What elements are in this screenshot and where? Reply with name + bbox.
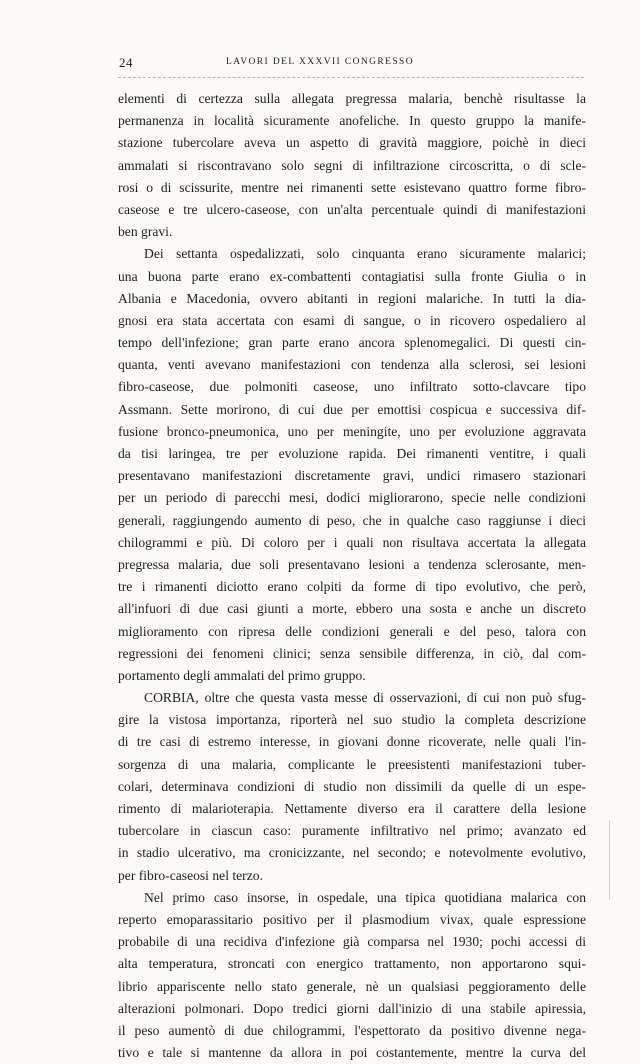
text-line: sorgenza di una malaria, complicante le preesistenti manifestazioni tuber- xyxy=(118,756,586,772)
text-line: per un periodo di parecchi mesi, dodici migliorarono, specie nelle condizioni xyxy=(118,490,586,506)
text-line: fusione bronco-pneumonica, uno per meningite, uno per evoluzione aggravata xyxy=(118,423,586,439)
paragraph-start-line: CORBIA, oltre che questa vasta messe di osservazioni, di cui non può sfug- xyxy=(144,690,586,706)
page-number: 24 xyxy=(119,55,133,70)
running-title: LAVORI DEL XXXVII CONGRESSO xyxy=(226,57,414,67)
text-line: portamento degli ammalati del primo gruppo. xyxy=(118,667,366,683)
text-line: presentavano manifestazioni discretamente gravi, undici rimasero stazionari xyxy=(118,468,586,484)
text-line: regressioni dei fenomeni clinici; senza sensibile differenza, in ciò, dal com- xyxy=(118,645,586,661)
paragraph-start-line: Dei settanta ospedalizzati, solo cinquanta erano sicuramente malarici; xyxy=(144,246,586,262)
text-line: tubercolare in ciascun caso: puramente infiltrativo nel primo; avanzato ed xyxy=(118,823,586,839)
text-line: gire la vistosa importanza, riporterà nel suo studio la completa descrizione xyxy=(118,712,586,728)
text-line: probabile di una recidiva d'infezione già comparsa nel 1930; pochi accessi di xyxy=(118,934,586,950)
text-line: tivo e tale si mantenne da allora in poi costantemente, mentre la curva del xyxy=(118,1045,586,1061)
text-line: fibro-caseose, due polmoniti caseose, uno infiltrato sotto-clavcare tipo xyxy=(118,379,586,395)
text-line: tempo dell'infezione; gran parte erano ancora splenomegalici. Di questi cin- xyxy=(118,335,586,351)
scan-edge-mark xyxy=(609,820,610,900)
text-line: reperto emoparassitario positivo per il plasmodium vivax, quale espressione xyxy=(118,911,586,927)
text-line: alta temperatura, stroncati con energico trattamento, non apportarono squi- xyxy=(118,956,586,972)
text-line: ammalati si riscontravano solo segni di infiltrazione circoscritta, o di scle- xyxy=(118,157,586,173)
text-line: colari, determinava condizioni di studio non dissimili da quelle di un espe- xyxy=(118,778,586,794)
text-line: una buona parte erano ex-combattenti contagiatisi sulla fronte Giulia o in xyxy=(118,268,586,284)
text-line: il peso aumentò di due chilogrammi, l'espettorato da positivo divenne nega- xyxy=(118,1022,586,1038)
text-line: per fibro-caseosi nel terzo. xyxy=(118,867,263,883)
text-line: stazione tubercolare aveva un aspetto di gravità maggiore, poichè in dieci xyxy=(118,135,586,151)
text-line: all'infuori di due casi giunti a morte, ebbero una sosta e anche un discreto xyxy=(118,601,586,617)
text-line: miglioramento con ripresa delle condizioni generali e del peso, talora con xyxy=(118,623,586,639)
text-line: permanenza in località sicuramente anofeliche. In questo gruppo la manife- xyxy=(118,113,586,129)
text-line: di tre casi di estremo interesse, in giovani donne ricoverate, nelle quali l'in- xyxy=(118,734,586,750)
text-line: caseose e tre ulcero-caseose, con un'alta percentuale quindi di manifestazioni xyxy=(118,201,586,217)
text-line: tre i rimanenti diciotto erano colpiti da forme di tipo evolutivo, che però, xyxy=(118,579,586,595)
paragraph-start-line: Nel primo caso insorse, in ospedale, una tipica quotidiana malarica con xyxy=(144,889,586,905)
text-line: in stadio ulcerativo, ma cronicizzante, nel secondo; e notevolmente evolutivo, xyxy=(118,845,586,861)
text-line: librio appariscente nello stato generale, nè un qualsiasi peggioramento delle xyxy=(118,978,586,994)
text-line: rosi o di scissurite, mentre nei rimanenti sette esistevano quattro forme fibro- xyxy=(118,179,586,195)
text-line: pregressa malaria, due soli presentavano lesioni a tendenza sclerosante, men- xyxy=(118,556,586,572)
header-rule xyxy=(118,77,584,78)
text-line: chilogrammi e più. Di coloro per i quali non risultava accertata la allegata xyxy=(118,534,586,550)
text-line: quanta, venti avevano manifestazioni con tendenza alla sclerosi, sei lesioni xyxy=(118,357,586,373)
text-line: alterazioni polmonari. Dopo tredici giorni dall'inizio di una stabile apiressia, xyxy=(118,1000,586,1016)
text-line: gnosi era stata accertata con esami di sangue, o in ricovero ospedaliero al xyxy=(118,312,586,328)
text-line: rimento di malarioterapia. Nettamente diverso era il carattere della lesione xyxy=(118,801,586,816)
text-line: ben gravi. xyxy=(118,224,173,240)
text-line: elementi di certezza sulla allegata pregressa malaria, benchè risultasse la xyxy=(118,91,586,106)
text-line: Albania e Macedonia, ovvero abitanti in regioni malariche. In tutti la dia- xyxy=(118,290,586,306)
body-text xyxy=(118,88,586,1064)
text-line: da tisi laringea, tre per evoluzione rapida. Dei rimanenti ventitre, i quali xyxy=(118,446,586,461)
text-line: Assmann. Sette morirono, di cui due per emottisi cospicua e successiva dif- xyxy=(118,401,586,417)
text-line: generali, raggiungendo aumento di peso, che in qualche caso raggiunse i dieci xyxy=(118,512,586,528)
